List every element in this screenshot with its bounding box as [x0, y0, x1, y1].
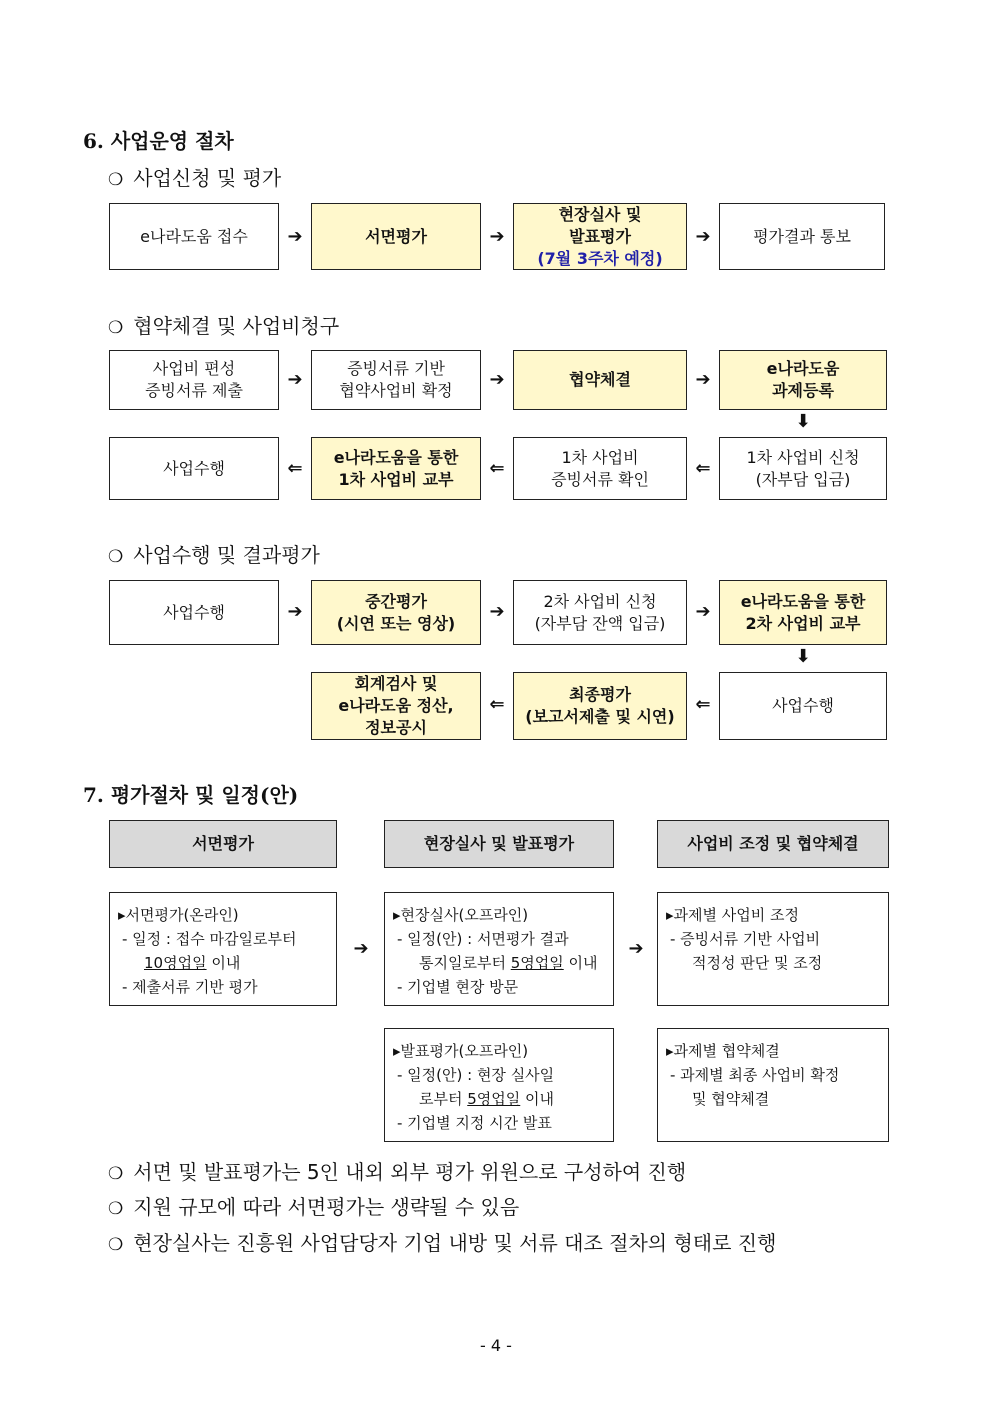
detail-line: - 과제별 최종 사업비 확정 — [670, 1066, 840, 1084]
detail-budget-adjustment — [657, 892, 889, 1006]
right-arrow-icon: ➔ — [287, 226, 303, 247]
box-line: 사업수행 — [163, 458, 225, 478]
bullet-circle: ❍ — [108, 1164, 124, 1184]
bullet-circle: ❍ — [108, 170, 124, 190]
detail-agreement — [657, 1028, 889, 1142]
detail-line: - 증빙서류 기반 사업비 — [670, 930, 821, 948]
detail-document-review — [109, 892, 337, 1006]
flow-box-second-disbursement — [719, 580, 887, 645]
right-arrow-icon: ➔ — [353, 938, 369, 959]
right-arrow-icon: ➔ — [489, 369, 505, 390]
box-line: 증빙서류 기반 — [347, 359, 445, 378]
detail-line — [393, 1087, 607, 1111]
underlined-days: 5영업일 — [510, 954, 564, 972]
right-arrow-icon: ➔ — [489, 601, 505, 622]
subheading-text: 사업신청 및 평가 — [133, 166, 282, 190]
box-line: 증빙서류 확인 — [551, 469, 649, 489]
right-arrow-icon: ➔ — [695, 369, 711, 390]
box-line: 사업수행 — [163, 602, 225, 622]
subheading-execution — [108, 539, 320, 568]
box-line: 증빙서류 제출 — [145, 381, 243, 400]
detail-line: 및 협약체결 — [692, 1090, 770, 1108]
left-arrow-icon: ⇐ — [489, 458, 505, 479]
subheading-agreement — [108, 310, 339, 339]
box-line: 과제등록 — [772, 381, 834, 400]
flow-box-final-evaluation — [513, 672, 687, 740]
subheading-text: 사업수행 및 결과평가 — [133, 543, 320, 567]
flow-box-first-application — [719, 437, 887, 500]
detail-title: ▸과제별 협약체결 — [666, 1042, 780, 1060]
box-line: 서면평가 — [365, 226, 427, 246]
detail-line — [118, 951, 330, 975]
note-site-inspection — [108, 1227, 776, 1256]
header-document-review: 서면평가 — [109, 820, 337, 868]
right-arrow-icon: ➔ — [695, 226, 711, 247]
box-line: 현장실사 및 — [558, 204, 642, 224]
flow-box-audit-settlement — [311, 672, 481, 740]
bullet-circle: ❍ — [108, 318, 124, 338]
flow-box-project-execution — [109, 437, 279, 500]
down-arrow-icon: ⬇ — [795, 411, 811, 432]
flow-box-e-nara-receipt — [109, 203, 279, 270]
detail-presentation — [384, 1028, 614, 1142]
detail-title: ▸과제별 사업비 조정 — [666, 906, 799, 924]
detail-title: ▸서면평가(온라인) — [118, 906, 239, 924]
detail-text: 로부터 — [419, 1090, 468, 1108]
box-line: e나라도움을 통한 — [333, 447, 459, 467]
flow-box-result-notice — [719, 203, 885, 270]
flow-box-interim-evaluation — [311, 580, 481, 645]
detail-line: 적정성 판단 및 조정 — [692, 954, 823, 972]
section-6-title: 6. 사업운영 절차 — [83, 129, 234, 153]
flow-box-agreement — [513, 350, 687, 410]
detail-text: 통지일로부터 — [419, 954, 511, 972]
box-line: (자부담 잔액 입금) — [534, 613, 666, 633]
detail-title: ▸발표평가(오프라인) — [393, 1042, 529, 1060]
box-line: 사업수행 — [772, 696, 834, 715]
bullet-circle: ❍ — [108, 547, 124, 567]
box-line: e나라도움을 통한 — [740, 591, 866, 611]
page-number: - 4 - — [480, 1336, 512, 1355]
box-line-schedule: (7월 3주차 예정) — [537, 248, 663, 268]
header-budget-agreement: 사업비 조정 및 협약체결 — [657, 820, 889, 868]
underlined-days: 5영업일 — [467, 1090, 521, 1108]
detail-text: 이내 — [563, 954, 598, 972]
right-arrow-icon: ➔ — [695, 601, 711, 622]
box-line: (자부담 입금) — [755, 469, 851, 489]
box-line: e나라도움 — [766, 359, 840, 378]
box-line: 평가결과 통보 — [753, 226, 851, 246]
note-evaluation-committee — [108, 1156, 686, 1185]
detail-line — [393, 951, 607, 975]
flow-box-project-execution — [109, 580, 279, 645]
box-line: 협약사업비 확정 — [339, 381, 453, 400]
section-7-title: 7. 평가절차 및 일정(안) — [83, 783, 299, 807]
subheading-application — [108, 162, 281, 191]
note-text: 지원 규모에 따라 서면평가는 생략될 수 있음 — [133, 1195, 520, 1219]
detail-site-inspection — [384, 892, 614, 1006]
flow-box-project-execution — [719, 672, 887, 740]
detail-line: - 기업별 지정 시간 발표 — [397, 1114, 552, 1132]
detail-line: - 기업별 현장 방문 — [397, 978, 519, 996]
box-line: 사업비 편성 — [152, 359, 236, 378]
flow-box-document-review — [311, 203, 481, 270]
bullet-circle: ❍ — [108, 1199, 124, 1219]
box-line: 1차 사업비 교부 — [338, 469, 454, 489]
right-arrow-icon: ➔ — [489, 226, 505, 247]
bullet-circle: ❍ — [108, 1235, 124, 1255]
note-text: 현장실사는 진흥원 사업담당자 기업 내방 및 서류 대조 절차의 형태로 진행 — [133, 1231, 777, 1255]
box-line: 발표평가 — [569, 226, 631, 246]
box-line: (보고서제출 및 시연) — [525, 707, 675, 726]
detail-line: - 일정 : 접수 마감일로부터 — [122, 930, 297, 948]
box-line: e나라도움 접수 — [140, 226, 248, 246]
subheading-text: 협약체결 및 사업비청구 — [133, 314, 340, 338]
box-line: 1차 사업비 — [561, 447, 639, 467]
flow-box-first-disbursement — [311, 437, 481, 500]
box-line: 2차 사업비 신청 — [543, 591, 657, 611]
detail-title: ▸현장실사(오프라인) — [393, 906, 529, 924]
right-arrow-icon: ➔ — [287, 369, 303, 390]
box-line: 회계검사 및 — [354, 674, 438, 693]
box-line: 2차 사업비 교부 — [745, 613, 861, 633]
detail-line: - 일정(안) : 현장 실사일 — [397, 1066, 555, 1084]
flow-box-budget-submission — [109, 350, 279, 410]
box-line: 협약체결 — [569, 370, 631, 389]
flow-box-budget-confirm — [311, 350, 481, 410]
box-line: 정보공시 — [365, 718, 427, 737]
box-line: e나라도움 정산, — [338, 696, 454, 715]
note-review-omission — [108, 1191, 519, 1220]
left-arrow-icon: ⇐ — [695, 694, 711, 715]
left-arrow-icon: ⇐ — [489, 694, 505, 715]
flow-box-second-application — [513, 580, 687, 645]
left-arrow-icon: ⇐ — [287, 458, 303, 479]
box-line: 1차 사업비 신청 — [746, 447, 860, 467]
flow-box-first-document-check — [513, 437, 687, 500]
detail-line: - 일정(안) : 서면평가 결과 — [397, 930, 569, 948]
box-line: 중간평가 — [365, 591, 427, 611]
header-site-presentation: 현장실사 및 발표평가 — [384, 820, 614, 868]
right-arrow-icon: ➔ — [287, 601, 303, 622]
box-line: 최종평가 — [569, 685, 631, 704]
detail-line: - 제출서류 기반 평가 — [122, 978, 258, 996]
note-text: 서면 및 발표평가는 5인 내외 외부 평가 위원으로 구성하여 진행 — [133, 1160, 687, 1184]
flow-box-task-registration — [719, 350, 887, 410]
down-arrow-icon: ⬇ — [795, 646, 811, 667]
left-arrow-icon: ⇐ — [695, 458, 711, 479]
box-line: (시연 또는 영상) — [336, 613, 456, 633]
right-arrow-icon: ➔ — [628, 938, 644, 959]
underlined-days: 10영업일 — [144, 954, 207, 972]
flow-box-site-inspection — [513, 203, 687, 270]
detail-text: 이내 — [206, 954, 241, 972]
detail-text: 이내 — [520, 1090, 555, 1108]
